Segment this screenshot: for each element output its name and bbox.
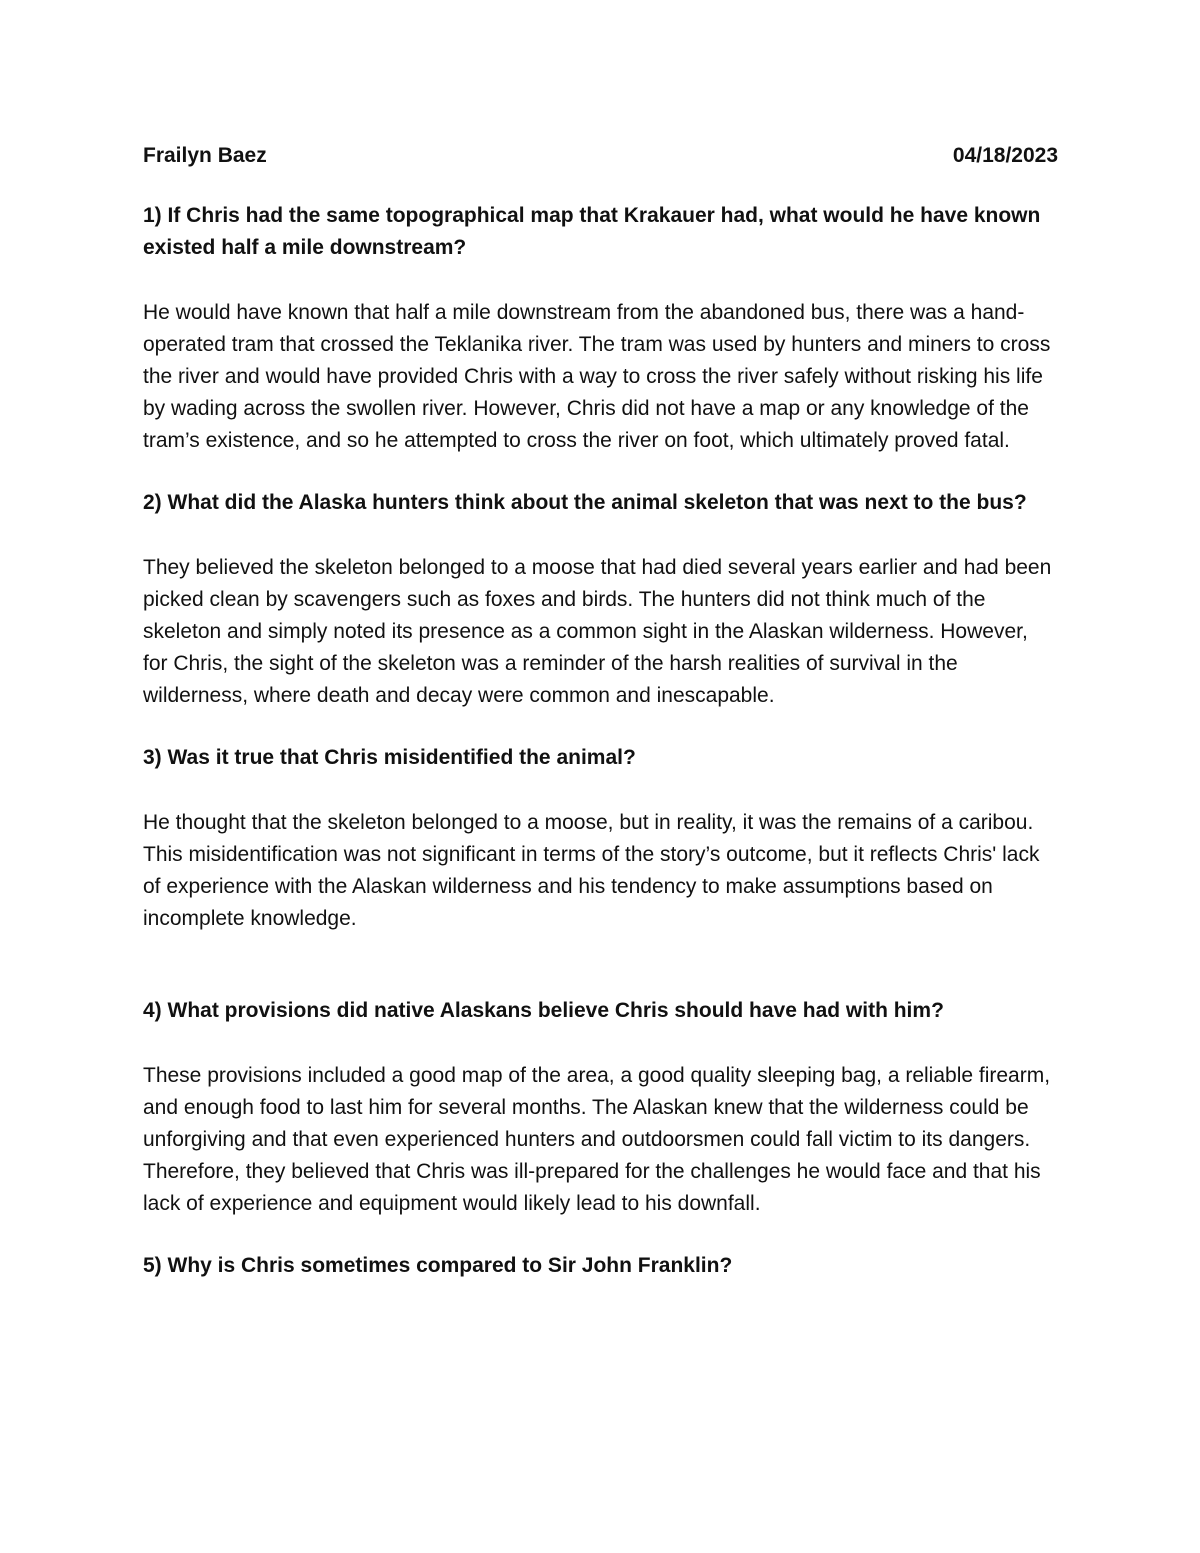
document-header	[143, 140, 1058, 172]
question-4: 4) What provisions did native Alaskans believe Chris should have had with him?	[143, 999, 944, 1022]
question-3: 3) Was it true that Chris misidentified the animal?	[143, 746, 636, 769]
document-date: 04/18/2023	[952, 144, 1058, 167]
question-5: 5) Why is Chris sometimes compared to Sir John Franklin?	[143, 1254, 733, 1277]
document-page	[143, 140, 1058, 1315]
answer-3: He thought that the skeleton belonged to a moose, but in reality, it was the remains of a caribou. This misidentification was not significant in terms of the story’s outcome, but it reflects Chris' lack of experience with the Alaskan wilderness and his tendency to make assumptions based on incomplete knowledge.	[143, 811, 1040, 930]
question-2: 2) What did the Alaska hunters think about the animal skeleton that was next to the bus?	[143, 491, 1027, 514]
answer-1: He would have known that half a mile downstream from the abandoned bus, there was a hand-operated tram that crossed the Teklanika river. The tram was used by hunters and miners to cross the river and would have provided Chris with a way to cross the river safely without risking his life by wading across the swollen river. However, Chris did not have a map or any knowledge of the tram’s existence, and so he attempted to cross the river on foot, which ultimately proved fatal.	[143, 301, 1051, 452]
answer-2: They believed the skeleton belonged to a moose that had died several years earlier and had been picked clean by scavengers such as foxes and birds. The hunters did not think much of the skeleton and simply noted its presence as a common sight in the Alaskan wilderness. However, for Chris, the sight of the skeleton was a reminder of the harsh realities of survival in the wilderness, where death and decay were common and inescapable.	[143, 556, 1052, 707]
answer-4: These provisions included a good map of the area, a good quality sleeping bag, a reliable firearm, and enough food to last him for several months. The Alaskan knew that the wilderness could be unforgiving and that even experienced hunters and outdoorsmen could fall victim to its dangers. Therefore, they believed that Chris was ill-prepared for the challenges he would face and that his lack of experience and equipment would likely lead to his downfall.	[143, 1064, 1051, 1215]
author-name: Frailyn Baez	[143, 144, 267, 167]
question-1: 1) If Chris had the same topographical map that Krakauer had, what would he have known existed half a mile downstream?	[143, 204, 1041, 259]
